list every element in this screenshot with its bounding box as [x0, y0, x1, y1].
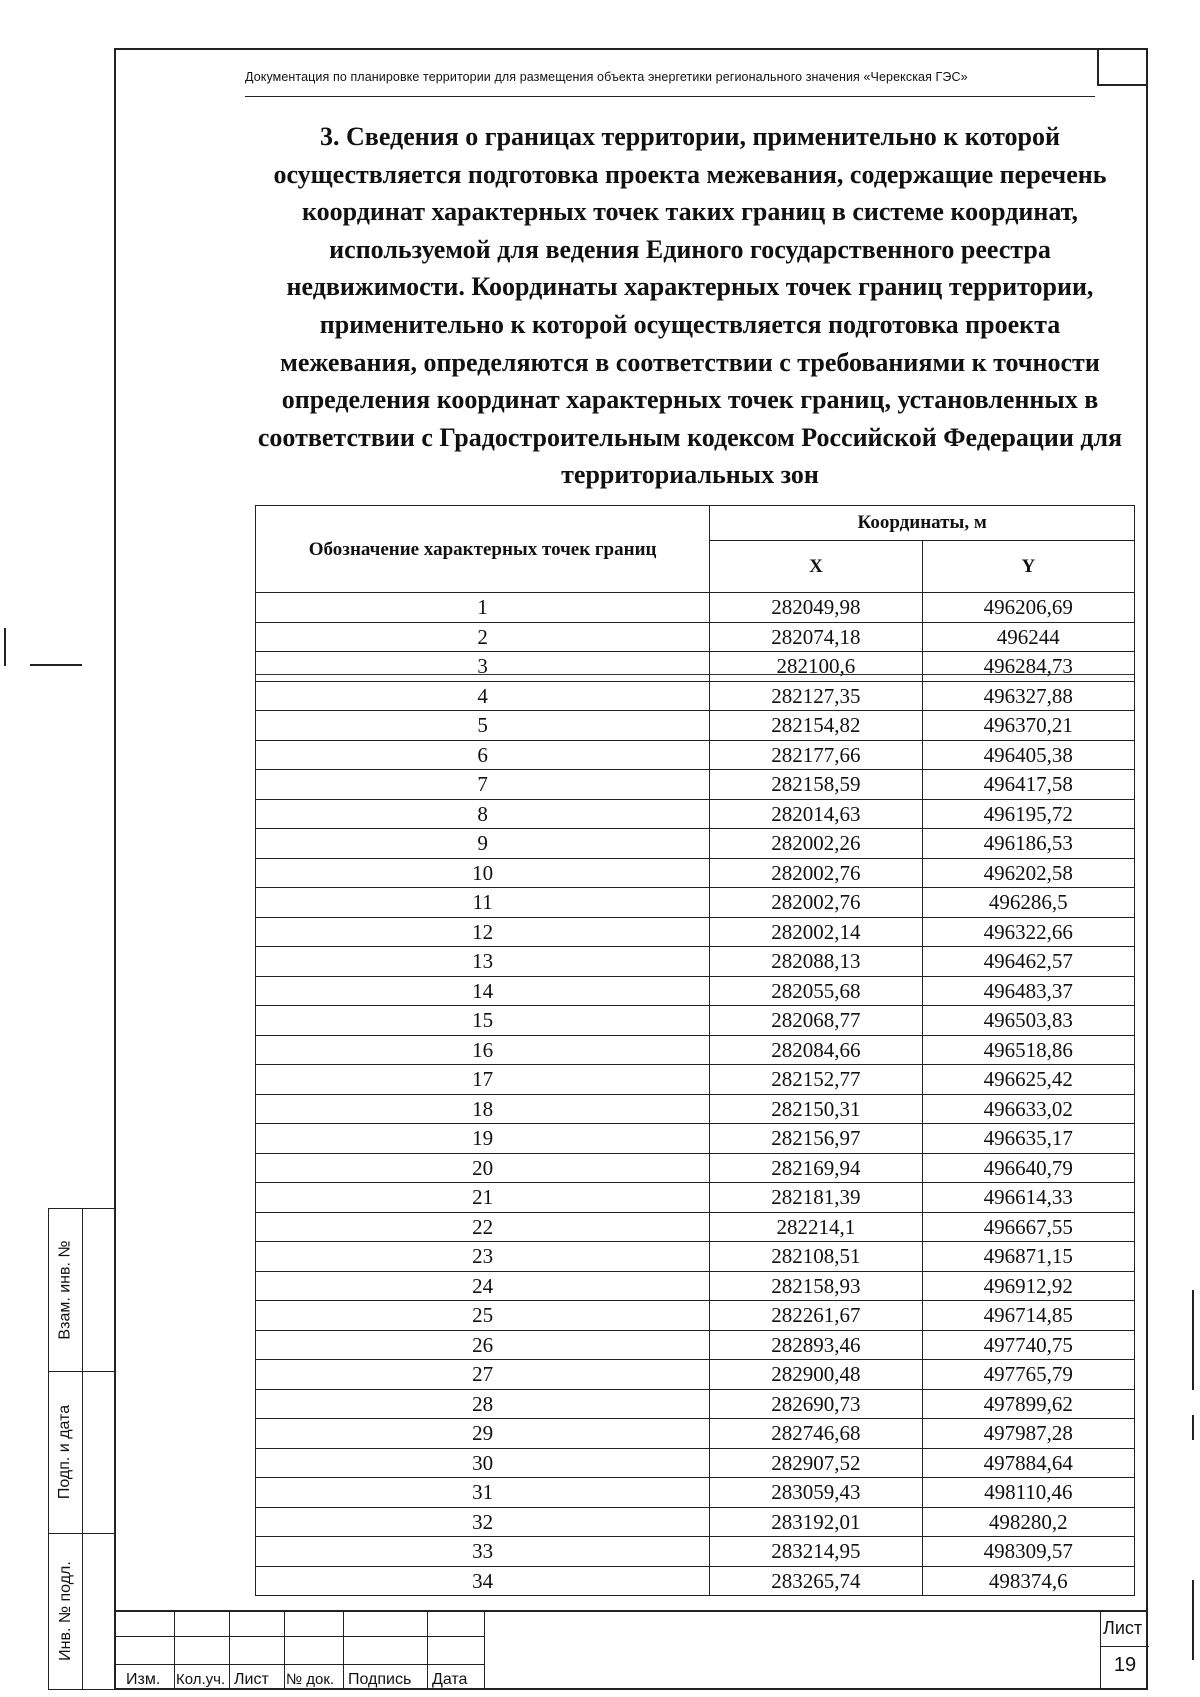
title-block	[114, 1610, 1148, 1690]
table-row	[256, 1242, 1135, 1272]
point-cell: 2	[256, 622, 710, 652]
table-row	[256, 1507, 1135, 1537]
table-row	[256, 1537, 1135, 1567]
point-cell: 25	[256, 1301, 710, 1331]
approval-stamp	[48, 1208, 116, 1690]
table-row	[256, 917, 1135, 947]
table-row	[256, 1566, 1135, 1596]
point-cell: 6	[256, 740, 710, 770]
y-cell: 496370,21	[922, 711, 1134, 741]
point-cell: 20	[256, 1153, 710, 1183]
table-row	[256, 681, 1135, 711]
x-cell: 282100,6	[710, 652, 922, 682]
table-body	[256, 593, 1135, 1596]
point-cell: 3	[256, 652, 710, 682]
x-cell: 282181,39	[710, 1183, 922, 1213]
point-cell: 28	[256, 1389, 710, 1419]
point-cell: 27	[256, 1360, 710, 1390]
margin-mark	[1192, 1290, 1194, 1390]
table-row	[256, 711, 1135, 741]
x-cell: 282893,46	[710, 1330, 922, 1360]
y-cell: 496206,69	[922, 593, 1134, 623]
y-cell: 496286,5	[922, 888, 1134, 918]
table-row	[256, 947, 1135, 977]
x-cell: 282156,97	[710, 1124, 922, 1154]
tb-label-list: Лист	[234, 1671, 269, 1688]
x-cell: 282002,14	[710, 917, 922, 947]
point-cell: 5	[256, 711, 710, 741]
point-cell: 26	[256, 1330, 710, 1360]
table-row	[256, 1065, 1135, 1095]
table-row	[256, 652, 1135, 682]
table-row	[256, 858, 1135, 888]
point-cell: 22	[256, 1212, 710, 1242]
stamp-label-podp: Подп. и дата	[56, 1404, 74, 1500]
table-row	[256, 1153, 1135, 1183]
y-cell: 496912,92	[922, 1271, 1134, 1301]
y-cell: 496322,66	[922, 917, 1134, 947]
y-cell: 496417,58	[922, 770, 1134, 800]
column-header-point: Обозначение характерных точек границ	[256, 506, 710, 593]
point-cell: 10	[256, 858, 710, 888]
x-cell: 282127,35	[710, 681, 922, 711]
x-cell: 283059,43	[710, 1478, 922, 1508]
strike-line	[255, 674, 1135, 675]
table-row	[256, 799, 1135, 829]
point-cell: 33	[256, 1537, 710, 1567]
x-cell: 282152,77	[710, 1065, 922, 1095]
x-cell: 282049,98	[710, 593, 922, 623]
tb-label-data: Дата	[432, 1671, 468, 1688]
point-cell: 15	[256, 1006, 710, 1036]
section-title: 3. Сведения о границах территории, применительно к которой осуществляется подготовка проекта межевания, содержащие перечень координат характерных точек таких границ в системе координат, используемой для ведения Единого государственного реестра недвижимости. Координаты характерных точек границ территории, применительно к которой осуществляется подготовка проекта межевания, определяются в соответствии с требованиями к точности определения координат характерных точек границ, установленных в соответствии с Градостроительным кодексом Российской Федерации для территориальных зон	[257, 122, 1123, 490]
table-row	[256, 976, 1135, 1006]
table-row	[256, 1094, 1135, 1124]
table-row	[256, 1448, 1135, 1478]
y-cell: 496327,88	[922, 681, 1134, 711]
y-cell: 496186,53	[922, 829, 1134, 859]
x-cell: 282177,66	[710, 740, 922, 770]
y-cell: 496614,33	[922, 1183, 1134, 1213]
point-cell: 13	[256, 947, 710, 977]
table-row	[256, 1419, 1135, 1449]
y-cell: 496284,73	[922, 652, 1134, 682]
x-cell: 282002,26	[710, 829, 922, 859]
x-cell: 282068,77	[710, 1006, 922, 1036]
y-cell: 497899,62	[922, 1389, 1134, 1419]
table-row	[256, 888, 1135, 918]
column-header-coordinates: Координаты, м	[710, 506, 1135, 541]
margin-mark	[1192, 1580, 1194, 1660]
y-cell: 496503,83	[922, 1006, 1134, 1036]
x-cell: 282214,1	[710, 1212, 922, 1242]
point-cell: 11	[256, 888, 710, 918]
point-cell: 7	[256, 770, 710, 800]
stamp-label-vzam: Взам. инв. №	[56, 1240, 74, 1340]
table-row	[256, 1360, 1135, 1390]
margin-mark	[4, 628, 6, 666]
x-cell: 282150,31	[710, 1094, 922, 1124]
x-cell: 282055,68	[710, 976, 922, 1006]
x-cell: 282154,82	[710, 711, 922, 741]
y-cell: 496405,38	[922, 740, 1134, 770]
tb-label-kol: Кол.уч.	[176, 1671, 226, 1688]
y-cell: 496871,15	[922, 1242, 1134, 1272]
point-cell: 9	[256, 829, 710, 859]
point-cell: 29	[256, 1419, 710, 1449]
table-row	[256, 829, 1135, 859]
table-row	[256, 1330, 1135, 1360]
y-cell: 497740,75	[922, 1330, 1134, 1360]
table-row	[256, 1124, 1135, 1154]
y-cell: 497987,28	[922, 1419, 1134, 1449]
sheet-label: Лист	[1103, 1618, 1143, 1638]
table-row	[256, 1183, 1135, 1213]
point-cell: 23	[256, 1242, 710, 1272]
point-cell: 1	[256, 593, 710, 623]
point-cell: 31	[256, 1478, 710, 1508]
y-cell: 498110,46	[922, 1478, 1134, 1508]
y-cell: 496202,58	[922, 858, 1134, 888]
x-cell: 282261,67	[710, 1301, 922, 1331]
y-cell: 498309,57	[922, 1537, 1134, 1567]
x-cell: 282002,76	[710, 888, 922, 918]
x-cell: 282074,18	[710, 622, 922, 652]
y-cell: 496714,85	[922, 1301, 1134, 1331]
point-cell: 4	[256, 681, 710, 711]
table-row	[256, 740, 1135, 770]
point-cell: 24	[256, 1271, 710, 1301]
table-row	[256, 593, 1135, 623]
margin-mark	[1192, 1415, 1194, 1440]
point-cell: 12	[256, 917, 710, 947]
point-cell: 14	[256, 976, 710, 1006]
y-cell: 496462,57	[922, 947, 1134, 977]
y-cell: 496195,72	[922, 799, 1134, 829]
y-cell: 496625,42	[922, 1065, 1134, 1095]
x-cell: 283265,74	[710, 1566, 922, 1596]
point-cell: 32	[256, 1507, 710, 1537]
table-row	[256, 1389, 1135, 1419]
y-cell: 496483,37	[922, 976, 1134, 1006]
table-row	[256, 622, 1135, 652]
tb-label-podpis: Подпись	[348, 1671, 412, 1688]
table-row	[256, 1006, 1135, 1036]
point-cell: 16	[256, 1035, 710, 1065]
table-row	[256, 1035, 1135, 1065]
table-row	[256, 770, 1135, 800]
tb-label-izm: Изм.	[126, 1671, 161, 1688]
x-cell: 282158,59	[710, 770, 922, 800]
sheet-number-box	[1100, 1610, 1148, 1690]
y-cell: 496518,86	[922, 1035, 1134, 1065]
x-cell: 283192,01	[710, 1507, 922, 1537]
x-cell: 282158,93	[710, 1271, 922, 1301]
corner-box	[1097, 48, 1148, 86]
y-cell: 496667,55	[922, 1212, 1134, 1242]
table-row	[256, 1271, 1135, 1301]
point-cell: 8	[256, 799, 710, 829]
x-cell: 282084,66	[710, 1035, 922, 1065]
y-cell: 496244	[922, 622, 1134, 652]
margin-mark	[30, 664, 82, 666]
point-cell: 21	[256, 1183, 710, 1213]
x-cell: 282690,73	[710, 1389, 922, 1419]
column-header-y: Y	[922, 541, 1134, 593]
y-cell: 498374,6	[922, 1566, 1134, 1596]
point-cell: 18	[256, 1094, 710, 1124]
x-cell: 282746,68	[710, 1419, 922, 1449]
tb-label-ndok: № док.	[286, 1671, 335, 1688]
table-row	[256, 1478, 1135, 1508]
x-cell: 282907,52	[710, 1448, 922, 1478]
point-cell: 19	[256, 1124, 710, 1154]
table-row	[256, 1301, 1135, 1331]
x-cell: 282014,63	[710, 799, 922, 829]
y-cell: 497884,64	[922, 1448, 1134, 1478]
sheet-number: 19	[1113, 1654, 1137, 1676]
header-rule	[245, 96, 1095, 97]
y-cell: 498280,2	[922, 1507, 1134, 1537]
x-cell: 282900,48	[710, 1360, 922, 1390]
point-cell: 30	[256, 1448, 710, 1478]
x-cell: 283214,95	[710, 1537, 922, 1567]
y-cell: 496640,79	[922, 1153, 1134, 1183]
coordinates-table	[255, 505, 1135, 1596]
x-cell: 282002,76	[710, 858, 922, 888]
table-row	[256, 1212, 1135, 1242]
y-cell: 496635,17	[922, 1124, 1134, 1154]
y-cell: 496633,02	[922, 1094, 1134, 1124]
point-cell: 17	[256, 1065, 710, 1095]
y-cell: 497765,79	[922, 1360, 1134, 1390]
x-cell: 282108,51	[710, 1242, 922, 1272]
point-cell: 34	[256, 1566, 710, 1596]
stamp-label-inv: Инв. № подл.	[56, 1561, 74, 1661]
x-cell: 282169,94	[710, 1153, 922, 1183]
x-cell: 282088,13	[710, 947, 922, 977]
column-header-x: X	[710, 541, 922, 593]
running-header: Документация по планировке территории для размещения объекта энергетики регионального значения «Черекская ГЭС»	[245, 70, 968, 84]
